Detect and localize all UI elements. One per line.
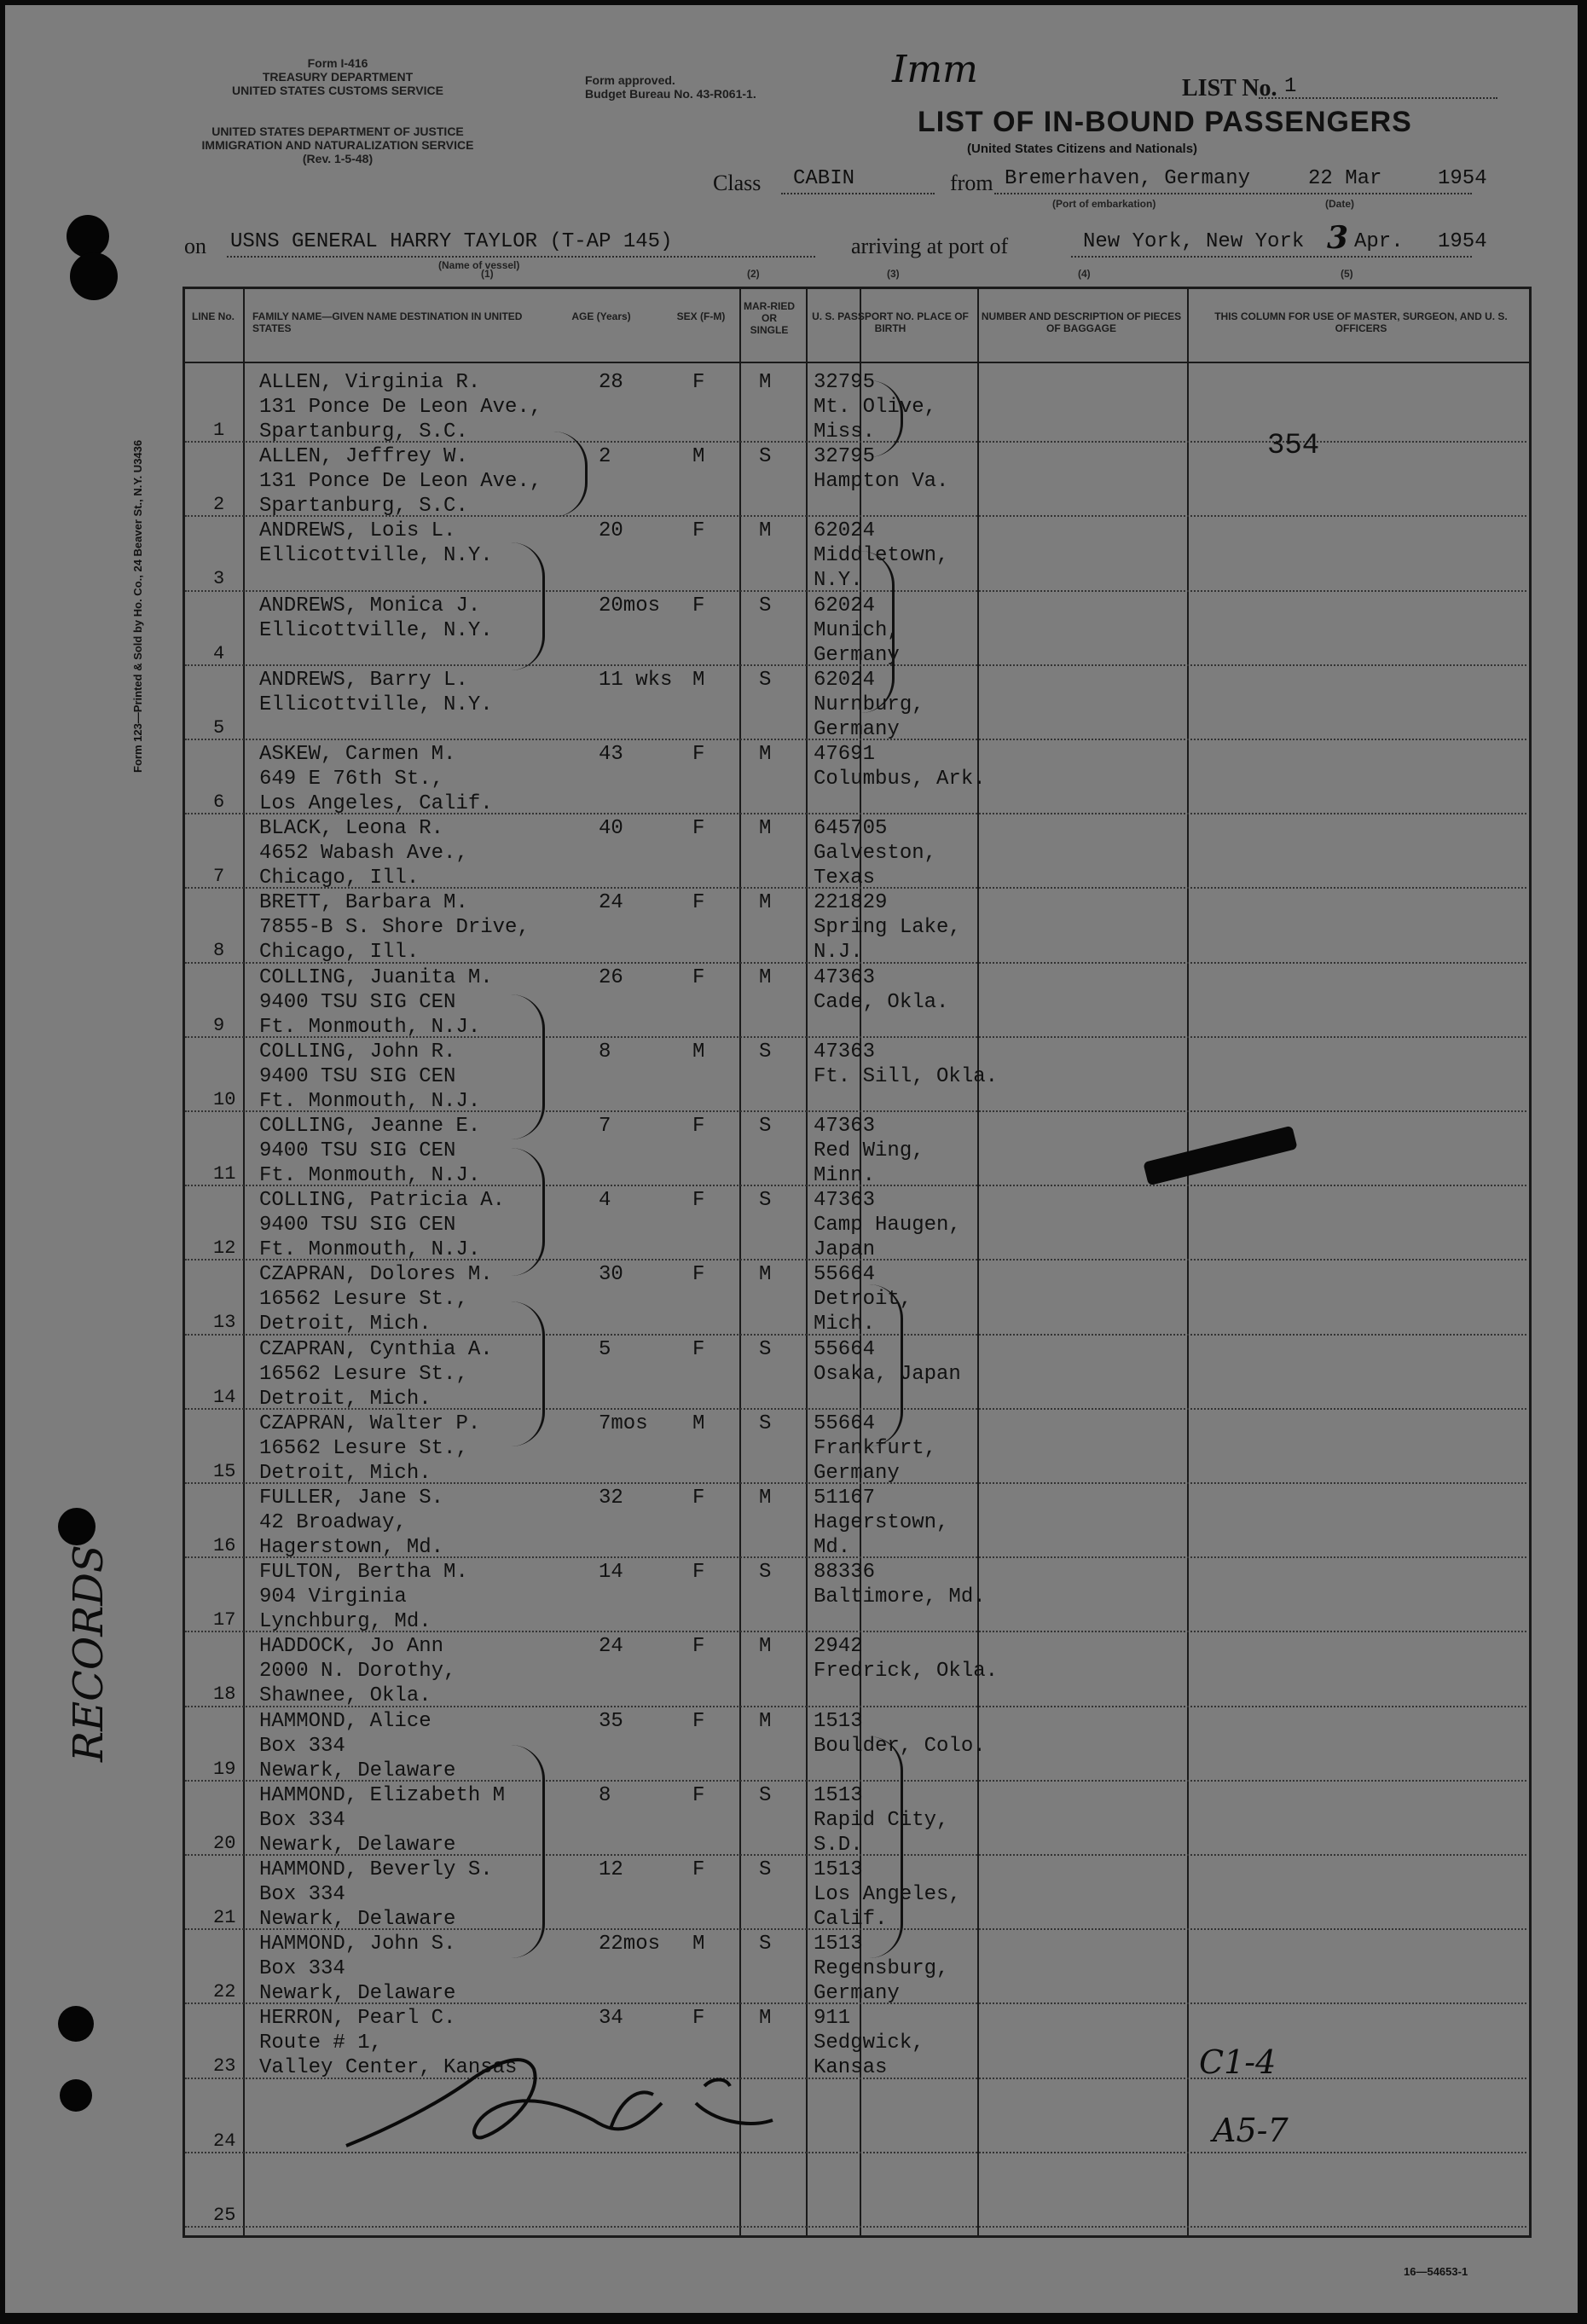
passenger-age: 20 [599, 519, 623, 543]
dotted-rule [1071, 256, 1472, 258]
family-brace [500, 542, 545, 670]
marital-status: S [759, 1040, 772, 1063]
col-header-name: FAMILY NAME—GIVEN NAME DESTINATION IN UNITED STATES [252, 310, 523, 334]
punch-hole [58, 1508, 96, 1545]
passenger-name: ALLEN, Jeffrey W. [259, 445, 468, 469]
passenger-age: 40 [599, 817, 623, 841]
customs-label: UNITED STATES CUSTOMS SERVICE [232, 84, 443, 97]
class-label: Class [713, 171, 762, 195]
marital-status: S [759, 445, 772, 469]
passport-number: 47363 [814, 1040, 876, 1063]
column-divider [977, 289, 979, 2235]
passenger-sex: F [692, 371, 705, 394]
col-header-passport: U. S. PASSPORT NO. PLACE OF BIRTH [812, 310, 969, 334]
header-separator [182, 362, 1529, 363]
passenger-name: HAMMOND, Alice [259, 1709, 432, 1733]
passenger-sex: M [692, 1411, 705, 1435]
handwritten-tag: Imm [892, 48, 978, 91]
passenger-name: ANDREWS, Lois L. [259, 519, 456, 543]
line-number: 3 [213, 568, 225, 590]
passenger-age: 26 [599, 965, 623, 989]
place-of-birth: Rapid City, S.D. [814, 1808, 949, 1857]
passenger-sex: F [692, 1487, 705, 1510]
row-divider [185, 2226, 1526, 2228]
marital-status: S [759, 1115, 772, 1138]
passenger-name: COLLING, Jeanne E. [259, 1115, 481, 1138]
passenger-age: 7 [599, 1115, 611, 1138]
line-number: 7 [213, 866, 225, 888]
passport-number: 55664 [814, 1337, 876, 1361]
punch-hole [67, 215, 109, 258]
marital-status: M [759, 519, 772, 543]
place-of-birth: Hagerstown, Md. [814, 1511, 949, 1559]
place-of-birth: Fredrick, Okla. [814, 1660, 999, 1684]
passenger-age: 28 [599, 371, 623, 394]
line-number: 20 [213, 1832, 236, 1854]
passenger-name: BLACK, Leona R. [259, 817, 444, 841]
line-number: 25 [213, 2204, 236, 2226]
passenger-sex: F [692, 1115, 705, 1138]
marital-status: M [759, 817, 772, 841]
row-divider [185, 1259, 1526, 1261]
handwritten-note-a5: A5-7 [1213, 2112, 1289, 2149]
passenger-age: 8 [599, 1783, 611, 1807]
doj-block [125, 125, 551, 165]
marital-status: S [759, 1337, 772, 1361]
passenger-destination: 9400 TSU SIG CEN Ft. Monmouth, N.J. [259, 990, 481, 1039]
arrival-port: New York, New York [1083, 230, 1305, 253]
marital-status: M [759, 1487, 772, 1510]
col-header-age: AGE (Years) [571, 310, 631, 322]
doj-label: UNITED STATES DEPARTMENT OF JUSTICE [211, 125, 464, 138]
passenger-name: COLLING, Juanita M. [259, 965, 493, 989]
arrival-month: Apr. [1354, 230, 1404, 253]
row-divider [185, 1631, 1526, 1632]
margin-records-note: RECORDS [65, 1545, 113, 1762]
passenger-age: 5 [599, 1337, 611, 1361]
passenger-destination: 131 Ponce De Leon Ave., Spartanburg, S.C. [259, 470, 542, 519]
passport-number: 47363 [814, 1115, 876, 1138]
place-of-birth: Columbus, Ark. [814, 768, 986, 791]
line-number: 23 [213, 2055, 236, 2078]
passenger-destination: 42 Broadway, Hagerstown, Md. [259, 1511, 444, 1559]
embark-date: 22 Mar [1308, 167, 1382, 190]
passenger-sex: F [692, 1709, 705, 1733]
passenger-age: 11 wks [599, 668, 673, 692]
passport-number: 47363 [814, 1189, 876, 1213]
marital-status: M [759, 965, 772, 989]
place-of-birth: Boulder, Colo. [814, 1734, 986, 1758]
line-number: 15 [213, 1460, 236, 1482]
passport-number: 1513 [814, 1933, 863, 1956]
row-divider [185, 1854, 1526, 1856]
passenger-sex: F [692, 891, 705, 915]
passenger-destination: 649 E 76th St., Los Angeles, Calif. [259, 768, 493, 815]
passenger-sex: M [692, 1040, 705, 1063]
passenger-destination: Box 334 Newark, Delaware [259, 1734, 456, 1782]
row-divider [185, 1185, 1526, 1186]
row-divider [185, 1110, 1526, 1112]
line-number: 21 [213, 1907, 236, 1928]
place-of-birth: Galveston, Texas [814, 842, 937, 890]
line-number: 4 [213, 642, 225, 664]
row-divider [185, 1556, 1526, 1558]
passport-brace [858, 1284, 903, 1446]
row-divider [185, 664, 1526, 666]
place-of-birth: Hampton Va. [814, 470, 949, 494]
place-of-birth: Detroit, Mich. [814, 1288, 912, 1336]
marital-status: M [759, 891, 772, 915]
passenger-sex: F [692, 519, 705, 543]
marital-status: M [759, 1709, 772, 1733]
marital-status: S [759, 594, 772, 617]
passenger-name: ANDREWS, Monica J. [259, 594, 481, 617]
list-no-label: LIST No. [1182, 75, 1277, 101]
passport-brace [858, 551, 895, 713]
sidebar-print: Form 123—Printed & Sold by Ho. Co., 24 Beaver St., N.Y. U3436 [131, 439, 144, 773]
passenger-sex: F [692, 965, 705, 989]
passenger-age: 7mos [599, 1411, 648, 1435]
arrival-day: 3 [1327, 220, 1349, 256]
passenger-age: 43 [599, 743, 623, 766]
family-brace [500, 1745, 545, 1958]
line-number: 5 [213, 716, 225, 739]
passenger-sex: M [692, 445, 705, 469]
passenger-name: ANDREWS, Barry L. [259, 668, 468, 692]
marital-status: M [759, 743, 772, 766]
signature-scribble [338, 2001, 781, 2171]
place-of-birth: Regensburg, Germany [814, 1957, 949, 2006]
passenger-sex: M [692, 1933, 705, 1956]
passenger-age: 24 [599, 891, 623, 915]
passport-number: 62024 [814, 519, 876, 543]
place-of-birth: Red Wing, Minn. [814, 1139, 924, 1187]
passport-number: 51167 [814, 1487, 876, 1510]
arriving-label: arriving at port of [851, 234, 1009, 258]
passenger-destination: 16562 Lesure St., Detroit, Mich. [259, 1362, 468, 1411]
passenger-destination: 9400 TSU SIG CEN Ft. Monmouth, N.J. [259, 1139, 481, 1187]
line-number: 1 [213, 420, 225, 441]
passenger-age: 4 [599, 1189, 611, 1213]
arrival-year: 1954 [1438, 230, 1487, 253]
line-number: 24 [213, 2130, 236, 2152]
place-of-birth: Middletown, N.Y. [814, 544, 949, 593]
row-divider [185, 515, 1526, 517]
row-divider [185, 887, 1526, 889]
marital-status: S [759, 1411, 772, 1435]
place-of-birth: Frankfurt, Germany [814, 1436, 937, 1485]
approved-label: Form approved. [585, 73, 675, 87]
line-number: 17 [213, 1609, 236, 1631]
passenger-destination: 9400 TSU SIG CEN Ft. Monmouth, N.J. [259, 1064, 481, 1113]
passenger-destination: 9400 TSU SIG CEN Ft. Monmouth, N.J. [259, 1214, 481, 1262]
passenger-name: FULTON, Bertha M. [259, 1561, 468, 1585]
line-number: 16 [213, 1535, 236, 1556]
place-of-birth: Baltimore, Md. [814, 1585, 986, 1609]
row-divider [185, 590, 1526, 592]
passenger-age: 30 [599, 1263, 623, 1287]
handwritten-note-c1: C1-4 [1199, 2043, 1277, 2081]
passenger-destination: 7855-B S. Shore Drive, Chicago, Ill. [259, 916, 530, 965]
embark-year: 1954 [1438, 167, 1487, 190]
ins-label: IMMIGRATION AND NATURALIZATION SERVICE [201, 138, 474, 152]
passenger-destination: Ellicottville, N.Y. [259, 544, 493, 568]
passenger-sex: F [692, 1635, 705, 1659]
passport-number: 32795 [814, 371, 876, 394]
passenger-destination: 4652 Wabash Ave., Chicago, Ill. [259, 842, 468, 890]
passenger-name: CZAPRAN, Walter P. [259, 1411, 481, 1435]
row-divider [185, 962, 1526, 964]
punch-hole [60, 2079, 92, 2112]
passenger-age: 24 [599, 1635, 623, 1659]
document-page [5, 5, 1578, 2313]
line-number: 9 [213, 1014, 225, 1036]
line-number: 8 [213, 940, 225, 962]
passenger-name: FULLER, Jane S. [259, 1487, 444, 1510]
port-caption: (Port of embarkation) [1052, 198, 1156, 210]
marital-status: S [759, 1561, 772, 1585]
family-brace [500, 1301, 545, 1446]
passenger-sex: F [692, 1263, 705, 1287]
passenger-destination: Box 334 Newark, Delaware [259, 1808, 456, 1857]
row-divider [185, 1706, 1526, 1707]
family-brace [500, 1148, 545, 1276]
page-title: LIST OF IN-BOUND PASSENGERS [918, 106, 1412, 138]
passport-brace [858, 1736, 903, 1958]
passport-number: 1513 [814, 1858, 863, 1881]
passenger-name: HAMMOND, Beverly S. [259, 1858, 493, 1881]
col-header-baggage: NUMBER AND DESCRIPTION OF PIECES OF BAGGAGE [981, 310, 1182, 334]
passport-number: 62024 [814, 668, 876, 692]
line-number: 10 [213, 1088, 236, 1110]
col-num-2: (2) [747, 268, 760, 280]
passenger-sex: F [692, 1561, 705, 1585]
passport-number: 221829 [814, 891, 888, 915]
passenger-sex: F [692, 594, 705, 617]
passenger-age: 8 [599, 1040, 611, 1063]
treasury-label: TREASURY DEPARTMENT [262, 70, 414, 84]
passenger-sex: F [692, 1189, 705, 1213]
marital-status: S [759, 668, 772, 692]
marital-status: S [759, 1189, 772, 1213]
passenger-name: HADDOCK, Jo Ann [259, 1635, 444, 1659]
punch-hole [58, 2006, 94, 2042]
form-block [125, 56, 551, 97]
passenger-name: COLLING, John R. [259, 1040, 456, 1063]
passenger-age: 14 [599, 1561, 623, 1585]
row-divider [185, 1928, 1526, 1930]
row-divider [185, 1334, 1526, 1336]
passenger-age: 2 [599, 445, 611, 469]
passenger-sex: F [692, 743, 705, 766]
row-divider [185, 739, 1526, 740]
passenger-sex: M [692, 668, 705, 692]
passport-number: 88336 [814, 1561, 876, 1585]
from-label: from [950, 171, 993, 195]
passport-number: 1513 [814, 1783, 863, 1807]
place-of-birth: Osaka, Japan [814, 1362, 961, 1386]
place-of-birth: Nurnburg, Germany [814, 693, 924, 741]
budget-bureau-label: Budget Bureau No. 43-R061-1. [585, 87, 756, 101]
passenger-destination: Box 334 Newark, Delaware [259, 1883, 456, 1931]
passport-number: 55664 [814, 1411, 876, 1435]
passenger-age: 22mos [599, 1933, 661, 1956]
passenger-destination: Route # 1, Valley Center, Kansas [259, 2031, 518, 2080]
marital-status: M [759, 371, 772, 394]
col-num-3: (3) [887, 268, 900, 280]
col-header-officers: THIS COLUMN FOR USE OF MASTER, SURGEON, AND U. S. OFFICERS [1214, 310, 1508, 334]
passenger-age: 32 [599, 1487, 623, 1510]
col-header-sex: SEX (F-M) [676, 310, 726, 322]
date-caption: (Date) [1325, 198, 1355, 210]
line-number: 18 [213, 1684, 236, 1706]
passenger-name: COLLING, Patricia A. [259, 1189, 506, 1213]
line-number: 12 [213, 1237, 236, 1260]
vessel-caption: (Name of vessel) [438, 259, 520, 271]
passenger-sex: F [692, 1337, 705, 1361]
line-number: 14 [213, 1386, 236, 1408]
passenger-name: HERRON, Pearl C. [259, 2007, 456, 2031]
passenger-sex: F [692, 1783, 705, 1807]
family-brace [500, 994, 545, 1139]
passport-number: 1513 [814, 1709, 863, 1733]
passport-number: 62024 [814, 594, 876, 617]
line-number: 11 [213, 1163, 236, 1185]
passenger-destination: 2000 N. Dorothy, Shawnee, Okla. [259, 1660, 456, 1708]
passenger-destination: Box 334 Newark, Delaware [259, 1957, 456, 2006]
line-number: 13 [213, 1312, 236, 1334]
column-divider [739, 289, 741, 2235]
col-num-5: (5) [1341, 268, 1353, 280]
dotted-rule [994, 193, 1472, 194]
marital-status: M [759, 2007, 772, 2031]
list-no-value: 1 [1284, 75, 1297, 98]
passenger-destination: Ellicottville, N.Y. [259, 693, 493, 716]
line-number: 2 [213, 494, 225, 516]
col-header-line: LINE No. [192, 310, 235, 322]
passport-number: 2942 [814, 1635, 863, 1659]
row-divider [185, 441, 1526, 443]
passport-number: 47691 [814, 743, 876, 766]
passenger-name: ALLEN, Virginia R. [259, 371, 481, 394]
passenger-sex: F [692, 1858, 705, 1881]
row-divider [185, 1780, 1526, 1782]
dotted-rule [781, 193, 935, 194]
row-divider [185, 1408, 1526, 1410]
form-number: Form I-416 [307, 56, 368, 70]
col-num-1: (1) [481, 268, 494, 280]
on-label: on [184, 234, 206, 258]
passenger-name: ASKEW, Carmen M. [259, 743, 456, 766]
place-of-birth: Ft. Sill, Okla. [814, 1064, 999, 1088]
passenger-destination: 131 Ponce De Leon Ave., Spartanburg, S.C. [259, 396, 542, 443]
passenger-destination: 16562 Lesure St., Detroit, Mich. [259, 1288, 468, 1336]
column-divider [1187, 289, 1189, 2235]
passenger-sex: F [692, 2007, 705, 2031]
place-of-birth: Munich, Germany [814, 618, 900, 667]
passenger-sex: F [692, 817, 705, 841]
punch-hole [70, 252, 118, 300]
row-divider [185, 813, 1526, 814]
marital-status: S [759, 1783, 772, 1807]
dotted-rule [1259, 97, 1497, 99]
passenger-name: CZAPRAN, Cynthia A. [259, 1337, 493, 1361]
dotted-rule [227, 256, 815, 258]
passenger-age: 20mos [599, 594, 661, 617]
passenger-age: 34 [599, 2007, 623, 2031]
passenger-destination: Ellicottville, N.Y. [259, 618, 493, 642]
passenger-name: CZAPRAN, Dolores M. [259, 1263, 493, 1287]
line-number: 22 [213, 1981, 236, 2003]
passport-number: 47363 [814, 965, 876, 989]
rev-label: (Rev. 1-5-48) [302, 152, 374, 165]
place-of-birth: Cade, Okla. [814, 990, 949, 1014]
passenger-age: 35 [599, 1709, 623, 1733]
passenger-destination: 904 Virginia Lynchburg, Md. [259, 1585, 432, 1634]
col-header-married: MAR-RIED OR SINGLE [744, 300, 795, 336]
place-of-birth: Camp Haugen, Japan [814, 1214, 961, 1262]
form-code: 16—54653-1 [1404, 2265, 1468, 2278]
line-number: 19 [213, 1758, 236, 1780]
passport-number: 55664 [814, 1263, 876, 1287]
marital-status: M [759, 1635, 772, 1659]
line-number: 6 [213, 791, 225, 813]
vessel-name: USNS GENERAL HARRY TAYLOR (T-AP 145) [230, 230, 673, 253]
place-of-birth: Los Angeles, Calif. [814, 1883, 961, 1931]
marital-status: M [759, 1263, 772, 1287]
approval-block [585, 73, 756, 101]
passenger-name: BRETT, Barbara M. [259, 891, 468, 915]
place-of-birth: Sedgwick, Kansas [814, 2031, 924, 2080]
row-divider [185, 1482, 1526, 1484]
column-divider [806, 289, 808, 2235]
row-divider [185, 1036, 1526, 1038]
class-value: CABIN [793, 167, 855, 190]
place-of-birth: Spring Lake, N.J. [814, 916, 961, 965]
column-divider [243, 289, 245, 2235]
col-num-4: (4) [1078, 268, 1091, 280]
passenger-destination: 16562 Lesure St., Detroit, Mich. [259, 1436, 468, 1485]
passenger-age: 12 [599, 1858, 623, 1881]
officer-note-354: 354 [1267, 430, 1320, 462]
page-subtitle: (United States Citizens and Nationals) [967, 142, 1198, 156]
passport-number: 32795 [814, 445, 876, 469]
place-of-birth: Mt. Olive, Miss. [814, 396, 937, 443]
marital-status: S [759, 1933, 772, 1956]
passenger-name: HAMMOND, Elizabeth M [259, 1783, 506, 1807]
passport-number: 645705 [814, 817, 888, 841]
port-embark: Bremerhaven, Germany [1005, 167, 1251, 190]
passport-number: 911 [814, 2007, 851, 2031]
marital-status: S [759, 1858, 772, 1881]
passenger-name: HAMMOND, John S. [259, 1933, 456, 1956]
